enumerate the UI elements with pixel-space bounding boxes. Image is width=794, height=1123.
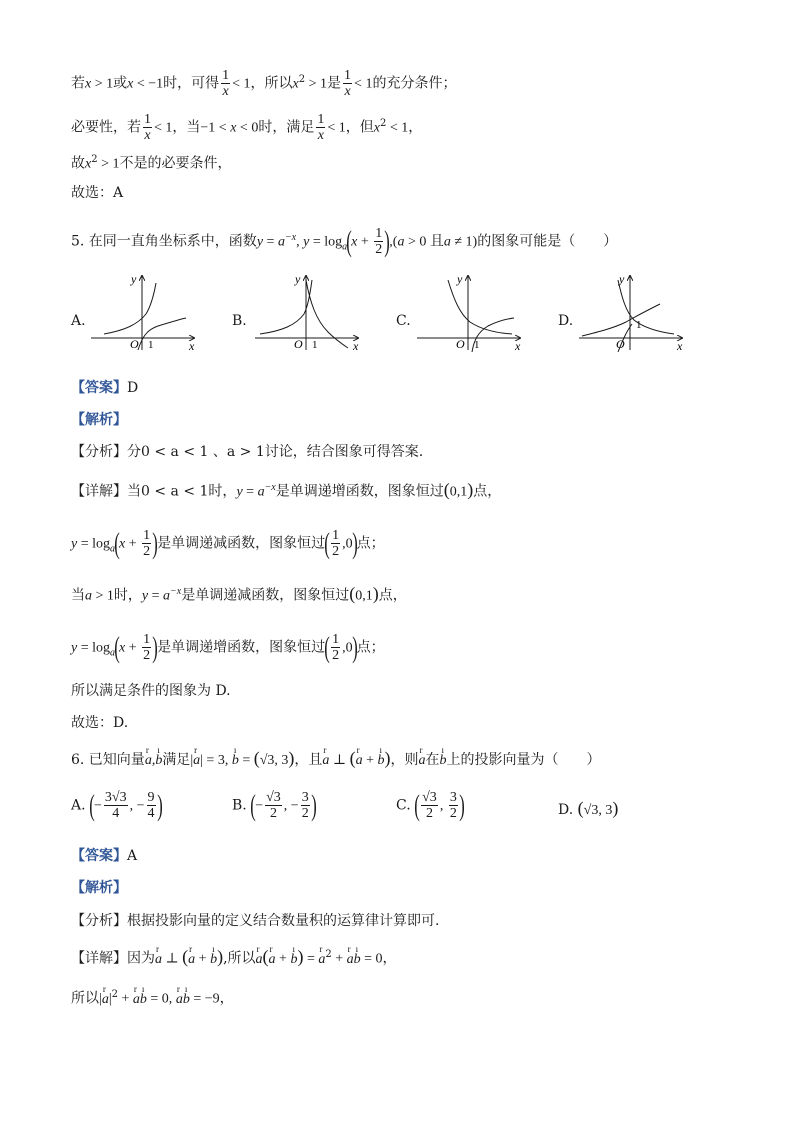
- q6-fenxi: [71, 911, 439, 931]
- q6-option-d[interactable]: D. (√3, 3): [558, 798, 619, 818]
- t: 所以: [71, 990, 99, 1007]
- t: 时，: [113, 587, 142, 604]
- frac: $\frac{3}{2}$: [449, 790, 457, 821]
- option-label: C.: [396, 797, 411, 814]
- graph-a: [86, 268, 201, 353]
- q5-detail-6: 故选：D.: [71, 715, 129, 731]
- q5-detail-5: 所以满足条件的图象为 D.: [71, 683, 231, 699]
- q6-detail-1: 【详解】因为r a ⊥ (r a + ı b),所以r a(r a + ı b) = r $a^2 + r$ aı b = 0，: [71, 945, 397, 970]
- q6-option-b[interactable]: B. (− $\frac{√3}{2}$ , − $\frac{3}{2}$ ): [232, 788, 317, 822]
- t: 在: [425, 752, 440, 768]
- frac: $\frac{1}{x}$: [222, 68, 230, 99]
- t: 当: [71, 587, 85, 604]
- t: 当0 < a < 1时，: [127, 483, 237, 500]
- answer-tag: 【答案】: [71, 380, 127, 396]
- fenxi-tag: 【分析】: [71, 444, 127, 460]
- t: 是: [327, 75, 342, 92]
- frac: $\frac{1}{2}$: [143, 528, 151, 559]
- y-label: y: [295, 272, 301, 286]
- t: 满足: [162, 752, 191, 768]
- q5-answer: [71, 378, 138, 398]
- option-label: B.: [232, 797, 247, 814]
- t: 上的投影向量为（ ）: [446, 752, 601, 768]
- t: 故: [71, 155, 85, 172]
- q6-detail-2: 所以|r $a|^2 + r$ aı b = 0, r aı b = −9，: [71, 985, 234, 1010]
- t: 的充分条件；: [372, 75, 457, 92]
- frac: $\frac{√3}{2}$: [266, 790, 281, 821]
- origin-label: O: [616, 337, 625, 351]
- x-label: x: [189, 339, 195, 353]
- q5-detail-1: 【详解】当0 < a < 1时，$y = a^{-x}$是单调递增函数，图象恒过(0,1)点，: [71, 479, 502, 500]
- option-label: D.: [558, 802, 574, 818]
- x-label: x: [353, 339, 359, 353]
- t: 是单调递增函数，图象恒过: [157, 639, 326, 656]
- answer-value: D: [127, 380, 139, 396]
- t: 点，: [378, 587, 407, 604]
- t: ，且: [294, 752, 323, 768]
- frac: $\frac{1}{x}$: [344, 68, 352, 99]
- q5-option-a[interactable]: A.: [71, 313, 86, 329]
- t: ，所以: [250, 75, 293, 92]
- t: ,所以: [223, 950, 256, 967]
- t: 点；: [356, 535, 385, 552]
- q5-fenxi: [71, 442, 423, 462]
- q5-detail-3: 当a > 1时，$y = a^{-x}$是单调递减函数，图象恒过(0,1)点，: [71, 583, 407, 604]
- t: 点；: [356, 639, 385, 656]
- origin-label: O: [456, 337, 465, 351]
- text-line-2: 必要性，若 $\frac{1}{x}$ < 1，当−1 < x < 0时，满足 $\frac{1}{x}$ < 1，但$x^2 < 1$，: [71, 112, 423, 143]
- q6-answer: [71, 846, 137, 866]
- origin-label: O: [130, 337, 139, 351]
- frac: $\frac{1}{2}$: [332, 528, 340, 559]
- one-label: 1: [312, 339, 318, 351]
- q6-option-a[interactable]: A. (− $\frac{3√3}{4}$ , − $\frac{9}{4}$ ): [71, 788, 163, 822]
- frac: $\frac{9}{4}$: [147, 790, 155, 821]
- analysis-tag: 【解析】: [71, 412, 127, 428]
- t: ，当: [172, 119, 201, 136]
- text-line-4: 故选：A: [71, 185, 124, 201]
- frac: $\frac{3√3}{4}$: [104, 790, 127, 821]
- graph-b: [250, 268, 365, 353]
- frac: $\frac{1}{x}$: [144, 112, 151, 143]
- q5-option-d[interactable]: D.: [558, 313, 574, 329]
- t: 是单调递减函数，图象恒过: [181, 587, 350, 604]
- origin-label: O: [294, 337, 303, 351]
- q5-detail-2: $y = \log_a(x$ + $\frac{1}{2}$ )是单调递减函数，图象恒过( $\frac{1}{2}$ ,0)点；: [71, 526, 385, 560]
- one-label: 1: [148, 339, 154, 351]
- y-label: y: [457, 272, 463, 286]
- frac: $\frac{√3}{2}$: [422, 790, 437, 821]
- frac: $\frac{1}{x}$: [317, 112, 325, 143]
- t: 不是的必要条件，: [119, 155, 232, 172]
- frac: $\frac{1}{2}$: [375, 226, 383, 257]
- t: 的图象可能是（ ）: [477, 233, 618, 250]
- answer-tag: 【答案】: [71, 848, 127, 864]
- fenxi-tag: 【分析】: [71, 913, 127, 929]
- analysis-tag: 【解析】: [71, 880, 127, 896]
- q5-option-c[interactable]: C.: [396, 313, 411, 329]
- fenxi-text: 分0 < a < 1 、a > 1讨论，结合图象可得答案.: [127, 444, 424, 460]
- detail-tag: 【详解】: [71, 483, 127, 500]
- q5-detail-4: $y = \log_a(x$ + $\frac{1}{2}$ )是单调递增函数，图象恒过( $\frac{1}{2}$ ,0)点；: [71, 630, 385, 664]
- q6-stem: 6. 已知向量r a,ı b满足|r a| = 3, ı b = (√3, 3)，且r a ⊥ (r a + ı b)，则r a在ı b上的投影向量为（ ）: [71, 748, 601, 771]
- detail-tag: 【详解】: [71, 950, 127, 967]
- t: 且: [429, 233, 444, 250]
- one-label: 1: [474, 339, 480, 351]
- graph-c: [412, 268, 527, 353]
- t: 点，: [473, 483, 502, 500]
- fenxi-text: 根据投影向量的定义结合数量积的运算律计算即可.: [127, 913, 440, 929]
- answer-value: A: [127, 848, 138, 864]
- text-line-1: 若x > 1或x < −1时，可得 $\frac{1}{x}$ < 1，所以$x^2 > 1$是 $\frac{1}{x}$ < 1的充分条件；: [71, 68, 457, 99]
- t: 时，可得: [163, 75, 220, 92]
- q5-analysis-tag: [71, 410, 127, 430]
- t: 是单调递减函数，图象恒过: [157, 535, 326, 552]
- t: 或: [113, 75, 128, 92]
- t: 6. 已知向量: [71, 752, 145, 768]
- frac: $\frac{1}{2}$: [143, 632, 151, 663]
- frac: $\frac{1}{2}$: [332, 632, 340, 663]
- y-label: y: [619, 272, 625, 286]
- graph-d: [574, 268, 689, 353]
- t: 因为: [127, 950, 155, 967]
- x-label: x: [677, 339, 683, 353]
- t: 必要性，若: [71, 119, 141, 136]
- t: ，但: [345, 119, 374, 136]
- t: ，则: [390, 752, 419, 768]
- x-label: x: [515, 339, 521, 353]
- frac: $\frac{3}{2}$: [301, 790, 309, 821]
- t: 5. 在同一直角坐标系中，函数: [71, 233, 257, 250]
- q5-stem: 5. 在同一直角坐标系中，函数$y = a^{-x}$, $y = \log_a(x$ + $\frac{1}{2}$ ),(a > 0 且a ≠ 1)的图象可能是（ ）: [71, 224, 618, 258]
- text-line-3: 故$x^2 > 1$不是的必要条件，: [71, 154, 232, 172]
- option-label: A.: [71, 797, 86, 814]
- q6-option-c[interactable]: C. ( $\frac{√3}{2}$ , $\frac{3}{2}$ ): [396, 788, 465, 822]
- t: 时，满足: [258, 119, 315, 136]
- q6-analysis-tag: [71, 878, 127, 898]
- y-label: y: [131, 272, 137, 286]
- one-label: 1: [636, 319, 642, 331]
- t: 若: [71, 75, 85, 92]
- t: 是单调递增函数，图象恒过: [275, 483, 444, 500]
- q5-option-b[interactable]: B.: [232, 313, 247, 329]
